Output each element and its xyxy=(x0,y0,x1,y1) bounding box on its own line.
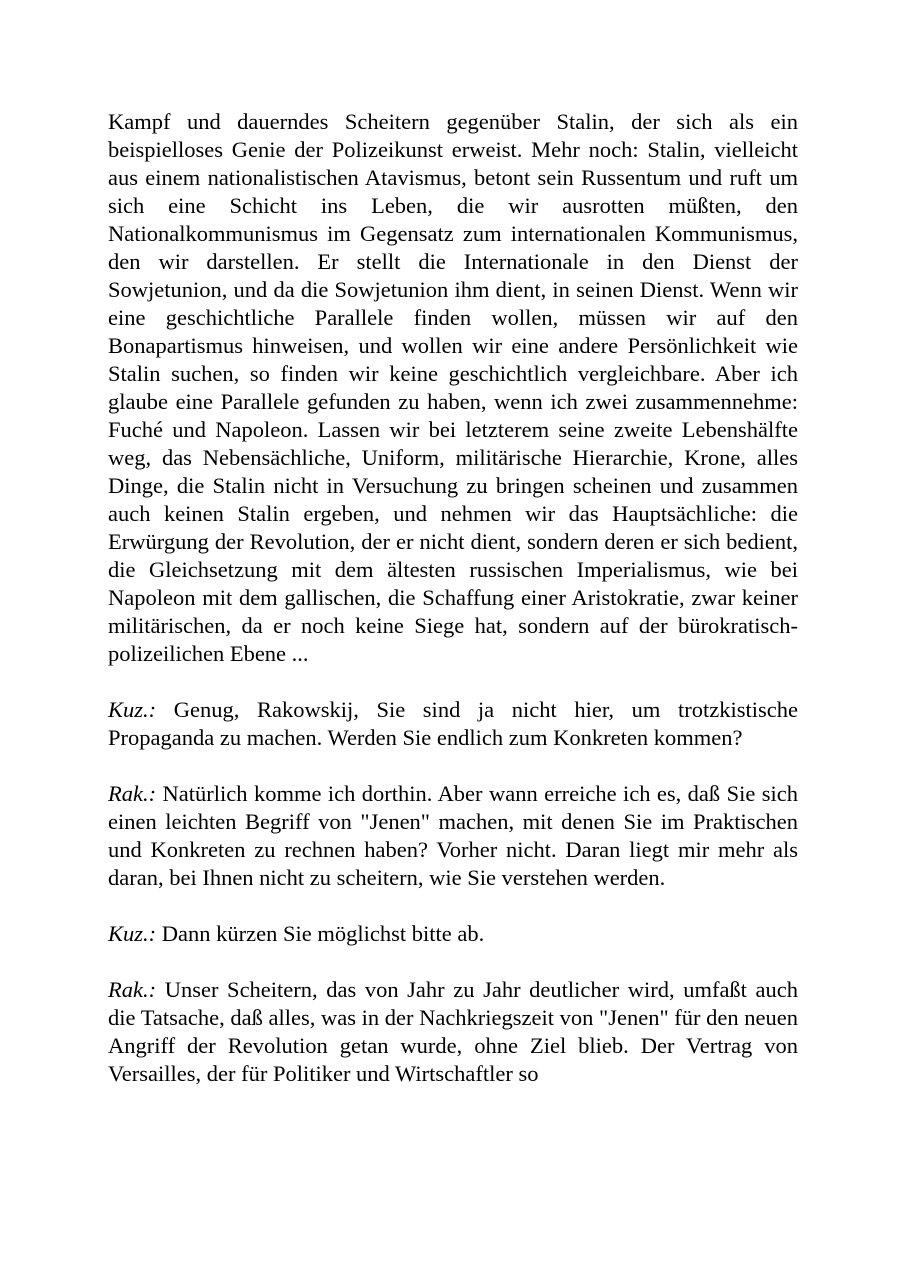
speaker-label: Rak.: xyxy=(108,781,157,806)
speaker-label: Kuz.: xyxy=(108,921,157,946)
paragraph-text: Unser Scheitern, das von Jahr zu Jahr deutlicher wird, umfaßt auch die Tatsache, daß alles, was in der Nachkriegszeit von "Jenen" für den neuen Angriff der Revolution getan wurde, ohne Ziel blieb. Der Vertrag von Versailles, der für Politiker und Wirtschaftler so xyxy=(108,977,799,1086)
paragraph-dialogue xyxy=(108,696,798,752)
paragraph-narrative xyxy=(108,108,798,668)
document-page xyxy=(108,108,798,1116)
speaker-label: Kuz.: xyxy=(108,697,157,722)
speaker-label: Rak.: xyxy=(108,977,157,1002)
paragraph-text: Kampf und dauerndes Scheitern gegenüber Stalin, der sich als ein beispielloses Genie der Polizeikunst erweist. Mehr noch: Stalin, vielleicht aus einem nationalistischen Atavismus, betont sein Russentum und ruft um sich eine Schicht ins Leben, die wir ausrotten müßten, den Nationalkommunismus im Gegensatz zum internationalen Kommunismus, den wir darstellen. Er stellt die Internationale in den Dienst der Sowjetunion, und da die Sowjetunion ihm dient, in seinen Dienst. Wenn wir eine geschichtliche Parallele finden wollen, müssen wir auf den Bonapartismus hinweisen, und wollen wir eine andere Persönlichkeit wie Stalin suchen, so finden wir keine geschichtlich vergleichbare. Aber ich glaube eine Parallele gefunden zu haben, wenn ich zwei zusammennehme: Fuché und Napoleon. Lassen wir bei letzterem seine zweite Lebenshälfte weg, das Nebensächliche, Uniform, militärische Hierarchie, Krone, alles Dinge, die Stalin nicht in Versuchung zu bringen scheinen und zusammen auch keinen Stalin ergeben, und nehmen wir das Hauptsächliche: die Erwürgung der Revolution, der er nicht dient, sondern deren er sich bedient, die Gleichsetzung mit dem ältesten russischen Imperialismus, wie bei Napoleon mit dem gallischen, die Schaffung einer Aristokratie, zwar keiner militärischen, da er noch keine Siege hat, sondern auf der bürokratisch-polizeilichen Ebene ... xyxy=(108,109,798,666)
paragraph-text: Natürlich komme ich dorthin. Aber wann erreiche ich es, daß Sie sich einen leichten Begriff von "Jenen" machen, mit denen Sie im Praktischen und Konkreten zu rechnen haben? Vorher nicht. Daran liegt mir mehr als daran, bei Ihnen nicht zu scheitern, wie Sie verstehen werden. xyxy=(108,781,799,890)
paragraph-dialogue xyxy=(108,976,798,1088)
paragraph-dialogue xyxy=(108,920,798,948)
paragraph-dialogue xyxy=(108,780,798,892)
paragraph-text: Genug, Rakowskij, Sie sind ja nicht hier, um trotzkistische Propaganda zu machen. Werden Sie endlich zum Konkreten kommen? xyxy=(108,697,798,750)
paragraph-text: Dann kürzen Sie möglichst bitte ab. xyxy=(161,921,485,946)
